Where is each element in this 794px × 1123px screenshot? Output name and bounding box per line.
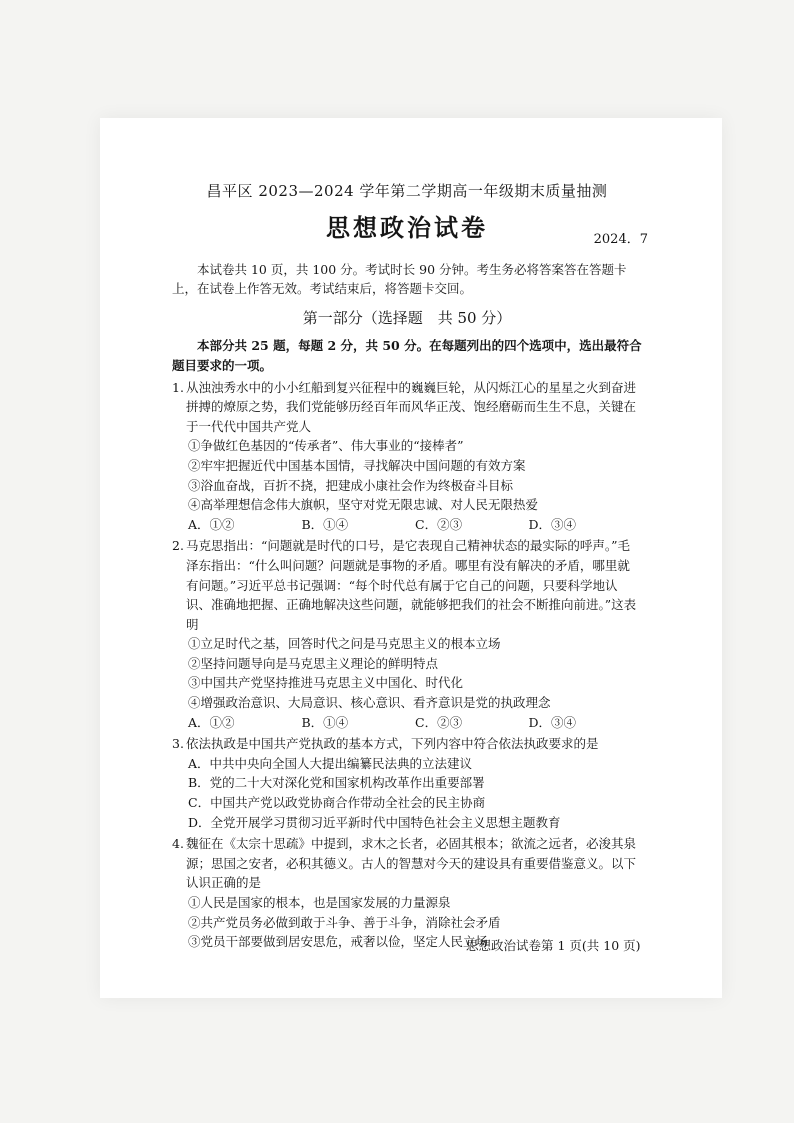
exam-top-title: 昌平区 2023—2024 学年第二学期高一年级期末质量抽测 [206,182,608,200]
option-b: B．党的二十大对深化党和国家机构改革作出重要部署 [188,775,485,791]
question-stem [172,734,642,754]
choice-d: D．③④ [528,516,577,532]
main-title: 思想政治试卷 [326,212,488,242]
choice-d: D．③④ [528,714,577,730]
choice-b: B．①④ [301,714,349,730]
choice-a: A．①② [188,516,235,532]
question-text: 马克思指出：“问题就是时代的口号，是它表现自己精神状态的最实际的呼声。”毛泽东指出：“什么叫问题？问题就是事物的矛盾。哪里有没有解决的矛盾，哪里就有问题。”习近平总书记强调：“每个时代总有属于它自己的问题，只要科学地认识、准确地把握、正确地解决这些问题，就能够把我们的社会不断推向前进。”这表明 [186,538,637,632]
statement: ①立足时代之基，回答时代之问是马克思主义的根本立场 [188,636,501,652]
question-number: 1. [172,379,184,395]
question-text: 魏征在《太宗十思疏》中提到，求木之长者，必固其根本；欲流之远者，必浚其泉源；思国之安者，必积其德义。古人的智慧对今天的建设具有重要借鉴意义。以下认识正确的是 [186,836,637,891]
choice-a: A．①② [188,714,235,730]
statement: ④增强政治意识、大局意识、核心意识、看齐意识是党的执政理念 [188,695,551,711]
question-1 [172,378,642,535]
option-a: A．中共中央向全国人大提出编纂民法典的立法建议 [188,755,473,771]
part-heading: 第一部分（选择题 共 50 分） [302,308,512,327]
statement: ③党员干部要做到居安思危，戒奢以俭，坚定人民立场 [188,934,489,950]
page-footer: 思想政治试卷第 1 页(共 10 页) [466,938,641,953]
question-stem [172,536,642,634]
part-description: 本部分共 25 题，每题 2 分，共 50 分。在每题列出的四个选项中，选出最符合题目要求的一项。 [172,338,642,373]
statement: ①人民是国家的根本，也是国家发展的力量源泉 [188,895,451,910]
exam-date: 2024．7 [593,231,648,247]
question-stem [172,378,642,437]
choice-c: C．②③ [415,714,463,730]
choice-b: B．①④ [301,516,349,532]
answer-choices [172,515,642,535]
answer-choices [172,713,642,733]
question-text: 从浊浊秀水中的小小红船到复兴征程中的巍巍巨轮，从闪烁江心的星星之火到奋进拼搏的燎原之势，我们党能够历经百年而风华正茂、饱经磨砺而生生不息，关键在于一代代中国共产党人 [186,379,637,434]
statement: ④高举理想信念伟大旗帜，坚守对党无限忠诚、对人民无限热爱 [188,497,539,513]
statement: ①争做红色基因的“传承者”、伟大事业的“接棒者” [188,438,464,454]
exam-page [172,180,648,952]
statement: ③浴血奋战，百折不挠，把建成小康社会作为终极奋斗目标 [188,477,514,493]
question-stem [172,834,642,893]
question-number: 3. [172,736,184,752]
statement: ②共产党员务必做到敢于斗争、善于斗争，消除社会矛盾 [188,914,501,930]
question-number: 2. [172,538,184,554]
option-c: C．中国共产党以政党协商合作带动全社会的民主协商 [188,795,486,811]
question-2 [172,536,642,732]
question-number: 4. [172,836,184,852]
question-text: 依法执政是中国共产党执政的基本方式，下列内容中符合依法执政要求的是 [186,736,599,752]
statement: ③中国共产党坚持推进马克思主义中国化、时代化 [188,675,464,691]
option-d: D．全党开展学习贯彻习近平新时代中国特色社会主义思想主题教育 [188,814,561,830]
exam-instructions: 本试卷共 10 页，共 100 分。考试时长 90 分钟。考生务必将答案答在答题卡上，在试卷上作答无效。考试结束后，将答题卡交回。 [172,261,627,297]
choice-c: C．②③ [415,516,463,532]
question-4 [172,834,642,952]
question-3 [172,734,642,832]
statement: ②坚持问题导向是马克思主义理论的鲜明特点 [188,655,439,671]
title-row [172,212,648,256]
statement: ②牢牢把握近代中国基本国情，寻找解决中国问题的有效方案 [188,457,526,473]
